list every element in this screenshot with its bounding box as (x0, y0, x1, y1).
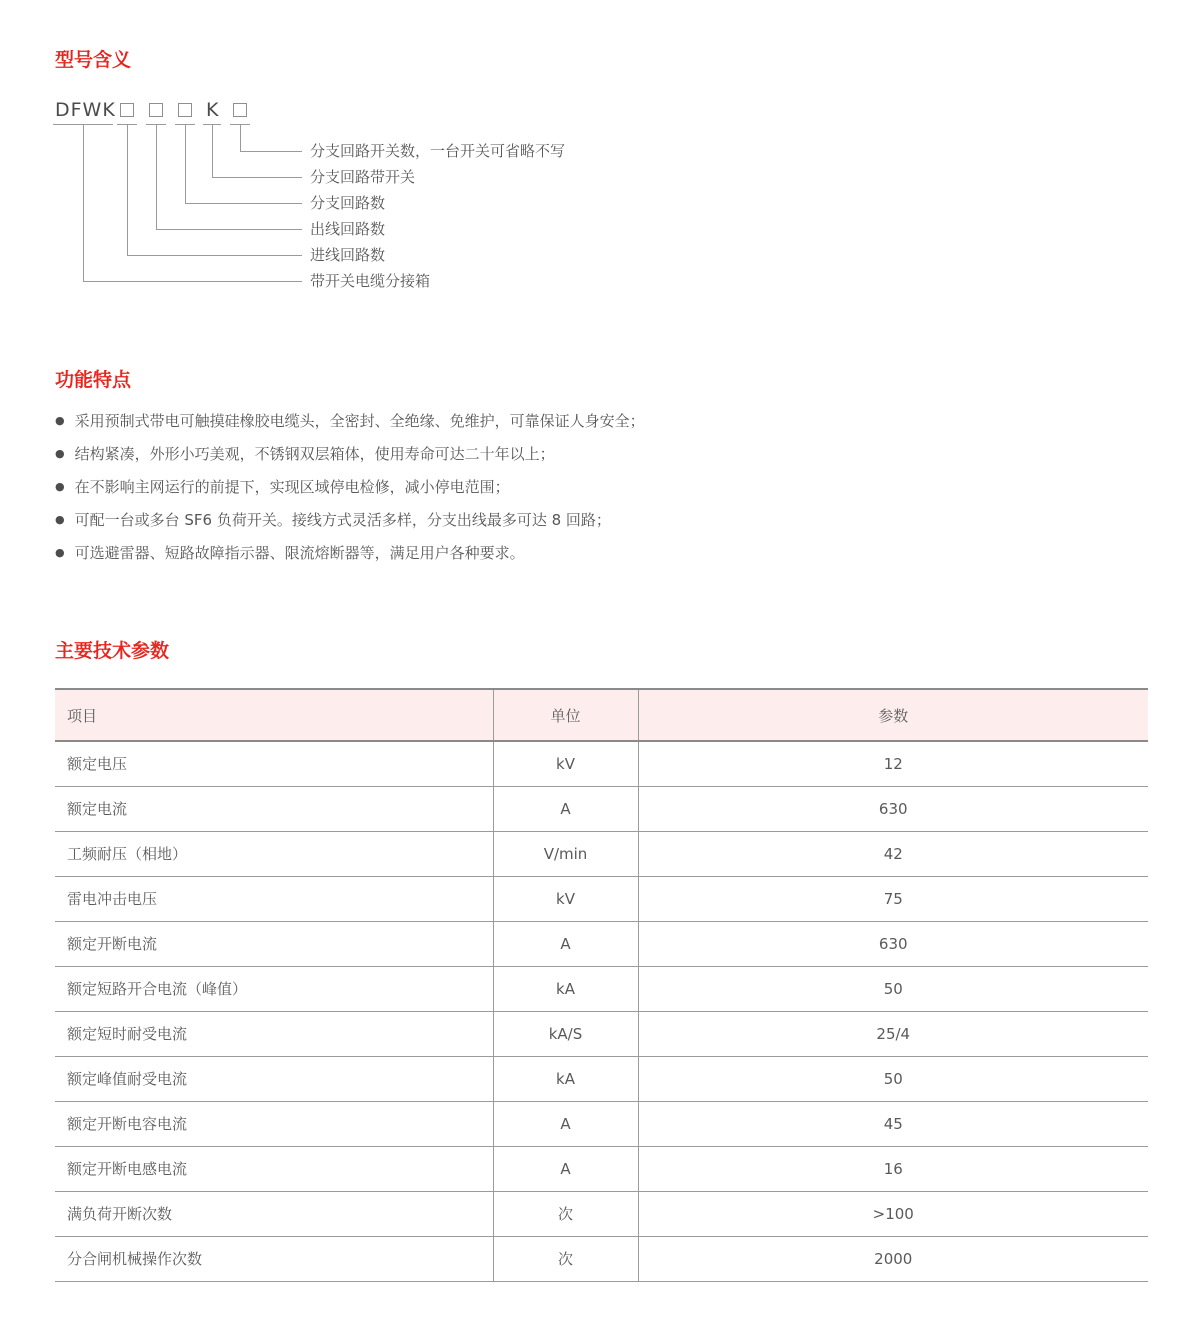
table-cell-unit: 次 (493, 1236, 638, 1281)
table-header-row (55, 689, 1148, 741)
table-row (55, 876, 1148, 921)
table-cell-value: 630 (638, 921, 1148, 966)
table-cell-item: 额定开断电容电流 (55, 1101, 493, 1146)
feature-text: 采用预制式带电可触摸硅橡胶电缆头，全密封、全绝缘、免维护，可靠保证人身安全； (74, 412, 645, 430)
table-cell-value: 45 (638, 1101, 1148, 1146)
table-cell-unit: V/min (493, 831, 638, 876)
table-cell-unit: A (493, 1101, 638, 1146)
connector-line-horizontal (156, 229, 302, 230)
feature-text: 在不影响主网运行的前提下，实现区域停电检修，减小停电范围； (74, 478, 510, 496)
feature-item (55, 477, 1148, 497)
model-diagram (55, 99, 1148, 314)
table-cell-value: 42 (638, 831, 1148, 876)
table-row (55, 1146, 1148, 1191)
feature-item (55, 543, 1148, 563)
features-section-title: 功能特点 (55, 369, 132, 391)
connector-line-vertical (185, 125, 186, 203)
table-row (55, 1191, 1148, 1236)
table-cell-item: 额定电流 (55, 786, 493, 831)
table-cell-value: 2000 (638, 1236, 1148, 1281)
table-cell-unit: kA (493, 1056, 638, 1101)
model-code-box-icon (178, 103, 192, 117)
connector-line-horizontal (240, 151, 302, 152)
table-cell-value: 50 (638, 1056, 1148, 1101)
table-row (55, 831, 1148, 876)
table-row (55, 1056, 1148, 1101)
connector-line-horizontal (83, 281, 302, 282)
table-header-value: 参数 (638, 689, 1148, 741)
model-code-label: 分支回路数 (310, 194, 386, 212)
table-cell-value: 630 (638, 786, 1148, 831)
connector-line-vertical (156, 125, 157, 229)
connector-line-vertical (127, 125, 128, 255)
model-code-label: 出线回路数 (310, 220, 386, 238)
table-row (55, 786, 1148, 831)
table-row (55, 921, 1148, 966)
table-cell-unit: kA/S (493, 1011, 638, 1056)
table-cell-value: 50 (638, 966, 1148, 1011)
bullet-icon: ● (55, 447, 65, 460)
table-cell-value: 16 (638, 1146, 1148, 1191)
table-cell-item: 额定短时耐受电流 (55, 1011, 493, 1056)
feature-text: 可配一台或多台 SF6 负荷开关。接线方式灵活多样，分支出线最多可达 8 回路； (74, 511, 611, 529)
params-table (55, 688, 1148, 1282)
table-cell-value: 12 (638, 741, 1148, 786)
bullet-icon: ● (55, 480, 65, 493)
table-row (55, 1236, 1148, 1281)
connector-line-horizontal (127, 255, 302, 256)
table-cell-unit: kA (493, 966, 638, 1011)
features-list (55, 411, 1148, 563)
feature-item (55, 411, 1148, 431)
model-code-text: K (206, 99, 220, 121)
table-cell-item: 雷电冲击电压 (55, 876, 493, 921)
model-code-label: 带开关电缆分接箱 (310, 272, 431, 290)
table-cell-unit: A (493, 786, 638, 831)
table-cell-unit: A (493, 921, 638, 966)
table-header-unit: 单位 (493, 689, 638, 741)
connector-line-horizontal (212, 177, 302, 178)
bullet-icon: ● (55, 414, 65, 427)
table-header-item: 项目 (55, 689, 493, 741)
model-code-label: 进线回路数 (310, 246, 386, 264)
model-code-text: DFWK (55, 99, 116, 121)
table-row (55, 1011, 1148, 1056)
model-code-box-icon (233, 103, 247, 117)
table-cell-item: 满负荷开断次数 (55, 1191, 493, 1236)
bullet-icon: ● (55, 546, 65, 559)
connector-line-vertical (212, 125, 213, 177)
table-cell-unit: kV (493, 741, 638, 786)
params-section-title: 主要技术参数 (55, 640, 170, 662)
table-cell-value: >100 (638, 1191, 1148, 1236)
table-cell-item: 分合闸机械操作次数 (55, 1236, 493, 1281)
table-row (55, 1101, 1148, 1146)
feature-text: 可选避雷器、短路故障指示器、限流熔断器等，满足用户各种要求。 (74, 544, 525, 562)
feature-item (55, 510, 1148, 530)
table-cell-item: 额定电压 (55, 741, 493, 786)
table-cell-unit: A (493, 1146, 638, 1191)
table-row (55, 741, 1148, 786)
model-section-title: 型号含义 (55, 49, 132, 71)
connector-line-vertical (240, 125, 241, 151)
table-cell-item: 额定开断电流 (55, 921, 493, 966)
table-cell-item: 额定短路开合电流（峰值） (55, 966, 493, 1011)
model-code-box-icon (149, 103, 163, 117)
feature-text: 结构紧凑，外形小巧美观，不锈钢双层箱体，使用寿命可达二十年以上； (74, 445, 555, 463)
table-cell-unit: kV (493, 876, 638, 921)
table-row (55, 966, 1148, 1011)
feature-item (55, 444, 1148, 464)
bullet-icon: ● (55, 513, 65, 526)
model-code-label: 分支回路开关数，一台开关可省略不写 (310, 142, 566, 160)
table-cell-item: 额定峰值耐受电流 (55, 1056, 493, 1101)
table-cell-value: 75 (638, 876, 1148, 921)
connector-line-vertical (83, 125, 84, 281)
table-cell-item: 工频耐压（相地） (55, 831, 493, 876)
table-cell-value: 25/4 (638, 1011, 1148, 1056)
model-code-box-icon (120, 103, 134, 117)
table-cell-unit: 次 (493, 1191, 638, 1236)
table-cell-item: 额定开断电感电流 (55, 1146, 493, 1191)
model-code-label: 分支回路带开关 (310, 168, 416, 186)
connector-line-horizontal (185, 203, 302, 204)
